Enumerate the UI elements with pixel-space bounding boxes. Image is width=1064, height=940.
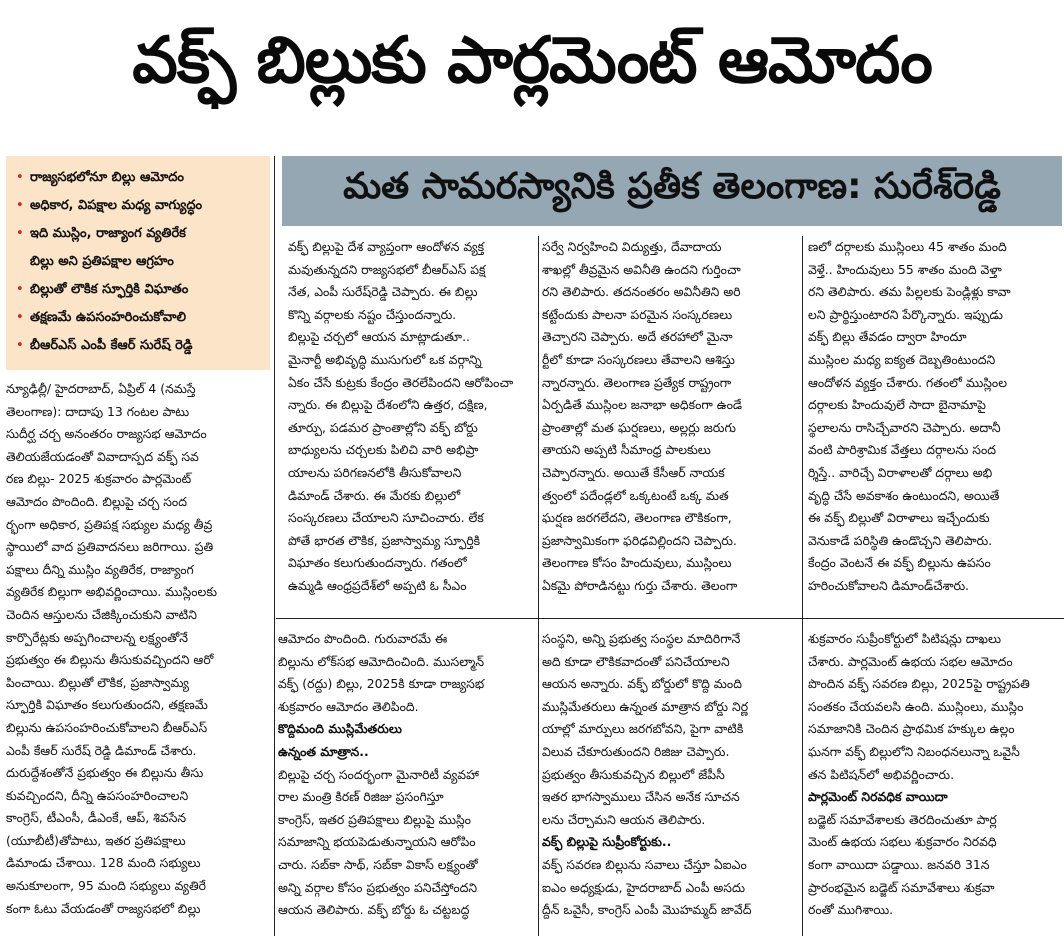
article-line: చేశారు. పార్లమెంట్ ఉభయ సభల ఆమోదం [808,653,1013,669]
article-line: వక్ఫ్ బిల్లు తేవడం ద్వారా హిందూ [808,329,967,345]
article-line: తెచ్చారని చెప్పారు. అదే తరహాలో మైనా [542,329,733,345]
bullet-icon: • [16,310,24,325]
article-line: డిమాండు చేశాయి. 128 మంది సభ్యులు [6,855,201,871]
article-line: లని ప్రార్థిస్తుంటారని పేర్కొన్నారు. ఇప్పుడు [808,306,1003,322]
article-line: వక్ఫ్ బిల్లుపై దేశ వ్యాప్తంగా ఆందోళన వ్యక్త [288,239,485,254]
article-column-left [6,378,268,920]
article-line: వంటి పారిశ్రామిక వేత్తలు దర్గాలను సంద [808,442,997,458]
article-line: కంగా ఓటు వేయడంతో రాజ్యసభలో బిల్లు [6,900,201,916]
article-line: ముస్లింల మధ్య ఐక్యత దెబ్బతింటుందని [808,351,996,367]
article-line: దురుద్దేశంతోనే ప్రభుత్వం ఈ బిల్లును తీసు [6,765,204,781]
article-line: సర్వే నిర్వహించి విద్యుత్తు, దేవాదాయ [542,239,722,254]
headline: వక్ఫ్ బిల్లుకు పార్లమెంట్ ఆమోదం [132,23,932,98]
article-line: తెలంగాణ): దాదాపు 13 గంటల పాటు [6,403,190,419]
article-line: పొందిన వక్ఫ్ సవరణ బిల్లు, 2025పై రాష్ట్రపతి [808,676,1030,692]
article-line: తెలియజేయడంతో వివాదాస్పద వక్ఫ్ సవ [6,448,199,464]
article-line: ఏకం చేసే కుట్రకు కేంద్రం తెరలేపిందని ఆరోపించా [288,374,514,390]
article-line: వక్ఫ్ సవరణ బిల్లును సవాలు చేస్తూ ఏఐఎం [542,856,747,872]
article-line: బిల్లుపై చర్చలో ఆయన మాట్లాడుతూ.. [288,329,470,345]
article-line: ర్టీలో కూడా సంస్కరణలు తేవాలని ఆశిస్తు [542,351,735,367]
article-line: కేంద్రం వెంటనే ఈ వక్ఫ్ బిల్లును ఉపసం [808,555,991,571]
article-line: ఇతర భాగస్వాములు చేసిన అనేక సూచన [542,789,740,805]
article-line: హరించుకోవాలని డిమాండ్‌చేశారు. [808,577,970,593]
article-line: ఆమోదం పొందింది. గురువారమే ఈ [278,631,448,646]
article-line: ప్రజాస్వామికంగా ఫరిఢవిల్లిందని చెప్పారు. [542,532,737,548]
column-divider [274,156,275,936]
article-column-upper-3 [808,236,1060,598]
article-line: చారు. సబ్‌కా సాథ్, సబ్‌కా వికాస్ లక్ష్యంతో [278,856,478,872]
article-line: ప్రభుత్వం ఈ బిల్లును తీసుకువచ్చిందని ఆరో [6,652,214,668]
article-line: న్నారన్నారు. తెలంగాణ ప్రత్యేక రాష్ట్రంగా [542,374,732,390]
article-line: విలువ చేకూరుతుందని రిజిజు చెప్పారు. [542,743,730,759]
highlight-item [16,192,264,219]
subheading: కొద్దిమంది ముస్లిమేతరులు [278,721,402,737]
bullet-icon: • [16,338,24,353]
article-line: ప్రాంతాల్లో మత ఘర్షణలు, అల్లర్లు జరుగు [542,419,736,435]
article-line: సంస్థని, అన్ని ప్రభుత్వ సంస్థల మాదిరిగానే [542,631,741,646]
article-line: కువచ్చిందని, దీన్ని ఉపసంహరించాలని [6,787,189,803]
highlight-item [16,164,264,191]
article-line: తెలంగాణ కోసం హిందువులు, ముస్లింలు [542,555,732,571]
article-line: రని తెలిపారు. తదనంతరం అవినీతిని అరి [542,284,741,300]
article-line: రంతో ముగిశాయి. [808,902,894,918]
article-line: వృద్ధి చేసే అవకాశం ఉంటుందని, అయితే [808,487,1000,503]
highlight-text: తక్షణమే ఉపసంహరించుకోవాలి [30,310,187,325]
highlight-text: బిల్లుతో లౌకిక స్ఫూర్తికి విఘాతం [30,282,189,297]
article-line: కార్పొరేట్లకు అప్పగించాలన్న లక్ష్యంతోనే [6,629,188,645]
article-column-upper-2 [542,236,792,598]
article-line: యాలను పరిగణనలోకి తీసుకోవాలని [288,464,462,480]
article-line: బడ్జెట్ సమావేశాలకు తెరదించుతూ పార్ల [808,811,997,827]
article-line: స్థాయిలో వాద ప్రతివాదనలు జరిగాయి. ప్రతి [6,539,214,555]
article-line: శుక్రవారం సుప్రీంకోర్టులో పిటిషన్లు దాఖలు [808,631,1002,646]
article-line: డిమాండ్ చేశారు. ఈ మేరకు బిల్లులో [288,487,461,503]
article-line: ర్భంగా అధికార, ప్రతిపక్ష సభ్యుల మధ్య తీవ్ర [6,516,213,532]
article-line: యాల్లో మార్పులు జరగబోవని, పైగా వాటికి [542,721,744,737]
subheadline-banner: మత సామరస్యానికి ప్రతీక తెలంగాణ: సురేశ్‌రెడ్డి [276,156,1062,226]
highlight-item [16,276,264,303]
highlight-item [16,304,264,331]
article-column-lower-3 [808,628,1060,922]
article-line: వెనుకాడే పరిస్థితి ఉండొచ్చని తెలిపారు. [808,532,993,548]
article-line: కాంగ్రెస్, ఇతర ప్రతిపక్షాలు బిల్లుపై ముస్లిం [278,811,471,827]
article-line: తన పిటిషన్‌లో అభివర్ణించారు. [808,766,955,782]
article-line: ముస్లిమేతరులు ఉన్నంత మాత్రాన బోర్డు నిర్ణ [542,698,749,714]
article-line: శాఖల్లో తీవ్రమైన అవినీతి ఉందని గుర్తించా [542,261,741,277]
article-line: (యూబీటీ)తోపాటు, ఇతర ప్రతిపక్షాలు [6,832,186,848]
highlights-box [6,156,270,370]
article-line: న్యూఢిల్లీ/ హైదరాబాద్, ఏప్రిల్ 4 (నమస్తే [6,381,196,396]
article-line: ఆమోదం పొందింది. బిల్లుపై చర్చ సంద [6,493,187,509]
article-line: ఏర్పడితే ముస్లింల జనాభా అధికంగా ఉండే [542,397,743,413]
article-line: మవుతున్నదని రాజ్యసభలో బీఆర్ఎస్ పక్ష [288,261,486,277]
article-line: త్వంలో పదేండ్లలో ఒక్కటంటే ఒక్క మత [542,487,729,503]
subheading: ఉన్నంత మాత్రాన.. [278,743,369,759]
article-line: ఎంపీ కేఆర్ సురేష్ రెడ్డి డిమాండ్ చేశారు. [6,742,197,758]
article-line: ద్దీన్ ఒవైసీ, కాంగ్రెస్ ఎంపీ మొహమ్మద్ జావేద్ [542,902,752,918]
article-line: వెళ్తే.. హిందువులు 55 శాతం మంది వెళ్తా [808,261,1002,277]
article-line: అనుకూలంగా, 95 మంది సభ్యులు వ్యతిరే [6,878,206,894]
article-line: కాంగ్రెస్, టీఎంసీ, డీఎంకే, ఆప్, శివసేన [6,810,187,826]
article-line: వక్ఫ్ (రద్దు) బిల్లు, 2025కి కూడా రాజ్యసభ [278,676,485,692]
article-line: తాయని అప్పటి సీమాంధ్ర పాలకులు [542,442,711,458]
subheading: పార్లమెంట్ నిరవధిక వాయిదా [808,789,948,805]
article-line: మెంట్ ఉభయ సభలు శుక్రవారం నిరవధి [808,834,997,850]
highlight-item [16,220,264,247]
bullet-icon: • [16,226,24,241]
highlight-item [16,248,264,275]
article-line: స్థలాలను రాసిచ్చేవారని చెప్పారు. అదానీ [808,419,1001,435]
article-line: ఈ వక్ఫ్ బిల్లుతో విరాళాలు ఇచ్చేందుకు [808,510,990,526]
article-line: ప్రభుత్వం తీసుకువచ్చిన బిల్లులో జేపీసీ [542,766,725,782]
article-line: సుదీర్ఘ చర్చ అనంతరం రాజ్యసభ ఆమోదం [6,426,207,442]
article-column-lower-1 [278,628,532,922]
article-line: రాల మంత్రి కిరణ్ రిజిజు ప్రసంగిస్తూ [278,789,444,805]
column-divider [538,236,539,936]
article-line: బాధ్యులను చర్చలకు పిలిచి వారి అభిప్రా [288,442,479,458]
article-line: సమాజాన్ని భయపెడుతున్నాయని ఆరోపిం [278,834,476,850]
article-line: అన్ని వర్గాల కోసం ప్రభుత్వం పనిచేస్తోందని [278,879,478,895]
article-line: లను చేర్చామని ఆయన తెలిపారు. [542,811,706,827]
article-line: బిల్లును ఉపసంహరించుకోవాలని బీఆర్ఎస్ [6,719,208,735]
article-line: ఘర్షణ జరగలేదని, తెలంగాణ లౌకికంగా, [542,510,732,526]
article-line: పించాయి. బిల్లుతో లౌకిక, ప్రజాస్వామ్య [6,674,189,690]
article-line: పక్షాలు దీన్ని ముస్లిం వ్యతిరేక, రాజ్యాంగ [6,561,194,577]
article-line: కొన్ని వర్గాలకు నష్టం చేస్తుందన్నారు. [288,306,457,322]
article-line: ఐఎం అధ్యక్షుడు, హైదరాబాద్ ఎంపీ అసదు [542,879,745,895]
bullet-icon: • [16,170,24,185]
article-line: ఘనగా వక్ఫ్ బిల్లులోని నిబంధనలున్నా ఒవైసీ [808,743,1020,759]
article-column-lower-2 [542,628,798,922]
article-line: నేత, ఎంపీ సురేష్‌రెడ్డి చెప్పారు. ఈ బిల్లు [288,284,478,300]
article-line: ఆందోళన వ్యక్తం చేశారు. గతంలో ముస్లింల [808,374,1007,390]
article-column-upper-1 [288,236,534,598]
article-line: మైనార్టీ అభివృద్ధి ముసుగులో ఒక వర్గాన్ని [288,351,482,367]
article-line: ర్శిస్తే.. వారిచ్చే విరాళాలతో దర్గాలు అభి [808,464,993,480]
subheading: వక్ఫ్ బిల్లుపై సుప్రీంకోర్టుకు.. [542,834,672,850]
article-line: న్నారు. ఈ బిల్లుపై దేశంలోని ఉత్తర, దక్షిణ, [288,397,488,413]
article-line: కంగా వాయిదా పడ్డాయి. జనవరి 31న [808,856,990,872]
article-line: బిల్లును లోక్‌సభ ఆమోదించింది. ముసల్మాన్ [278,653,485,669]
highlight-text: ఇది ముస్లిం, రాజ్యాంగ వ్యతిరేక [30,226,186,241]
article-line: అది కూడా లౌకికవాదంతో పనిచేయాలని [542,653,730,669]
article-line: రణ బిల్లు- 2025 శుక్రవారం పార్లమెంట్ [6,471,192,487]
highlight-text: బిల్లు అని ప్రతిపక్షాల ఆగ్రహం [30,254,174,269]
section-divider [276,618,1064,619]
article-line: వ్యతిరేక బిల్లుగా అభివర్ణించాయి. ముస్లింలకు [6,584,218,600]
article-line: ణలో దర్గాలకు ముస్లింలు 45 శాతం మంది [808,239,1007,254]
article-line: తూర్పు, పడమర ప్రాంతాల్లోని వక్ఫ్ బోర్డు [288,419,478,435]
article-line: చెందిన ఆస్తులను చేజిక్కించుకుని వాటిని [6,606,197,622]
article-line: ఆయన అన్నారు. వక్ఫ్ బోర్డులో కొద్ది మంది [542,676,742,692]
article-line: సంతకం చేయవలసి ఉంది. ముస్లింలు, ముస్లిం [808,698,1024,714]
highlight-item [16,332,264,359]
article-line: ప్రారంభమైన బడ్జెట్ సమావేశాలు శుక్రవా [808,879,995,895]
article-line: ఉమ్మడి ఆంధ్రప్రదేశ్‌లో అప్పటి ఓ సీఎం [288,577,467,593]
article-line: చెప్పారన్నారు. అయితే కేసీఆర్ నాయక [542,464,725,480]
article-line: ఏకమై పోరాడినట్టు గుర్తు చేశారు. తెలంగా [542,577,738,593]
highlight-text: అధికార, విపక్షాల మధ్య వాగ్యుద్ధం [30,198,203,213]
bullet-icon: • [16,198,24,213]
article-line: స్ఫూర్తికి విఘాతం కలుగుతుందని, తక్షణమే [6,697,208,713]
article-line: శుక్రవారం ఆమోదం తెలిపింది. [278,698,419,714]
article-line: ఆయన తెలిపారు. వక్ఫ్ బోర్డు ఓ చట్టబద్ధ [278,902,470,918]
article-line: సమాజానికి చెందిన ప్రాథమిక హక్కుల ఉల్లం [808,721,1015,737]
article-line: సంస్కరణలు చేయాలని సూచించారు. లేక [288,510,484,526]
article-line: కట్టేందుకు పాలనా పరమైన సంస్కరణలు [542,306,733,322]
highlight-text: బీఆర్ఎస్ ఎంపీ కేఆర్ సురేష్ రెడ్డి [30,338,193,353]
highlight-text: రాజ్యసభలోనూ బిల్లు ఆమోదం [30,170,185,185]
article-line: దర్గాలకు హిందువులే సాదా బైనామాపై [808,397,986,413]
article-line: బిల్లుపై చర్చ సందర్భంగా మైనారిటీ వ్యవహా [278,766,479,782]
article-line: రని తెలిపారు. తమ పిల్లలకు పెండ్లిళ్లు కావా [808,284,1011,300]
column-divider [802,236,803,936]
article-line: విఘాతం కలుగుతుందన్నారు. గతంలో [288,555,467,571]
bullet-icon: • [16,282,24,297]
article-line: పోతే భారత లౌకిక, ప్రజాస్వామ్య స్ఫూర్తికి [288,532,481,548]
